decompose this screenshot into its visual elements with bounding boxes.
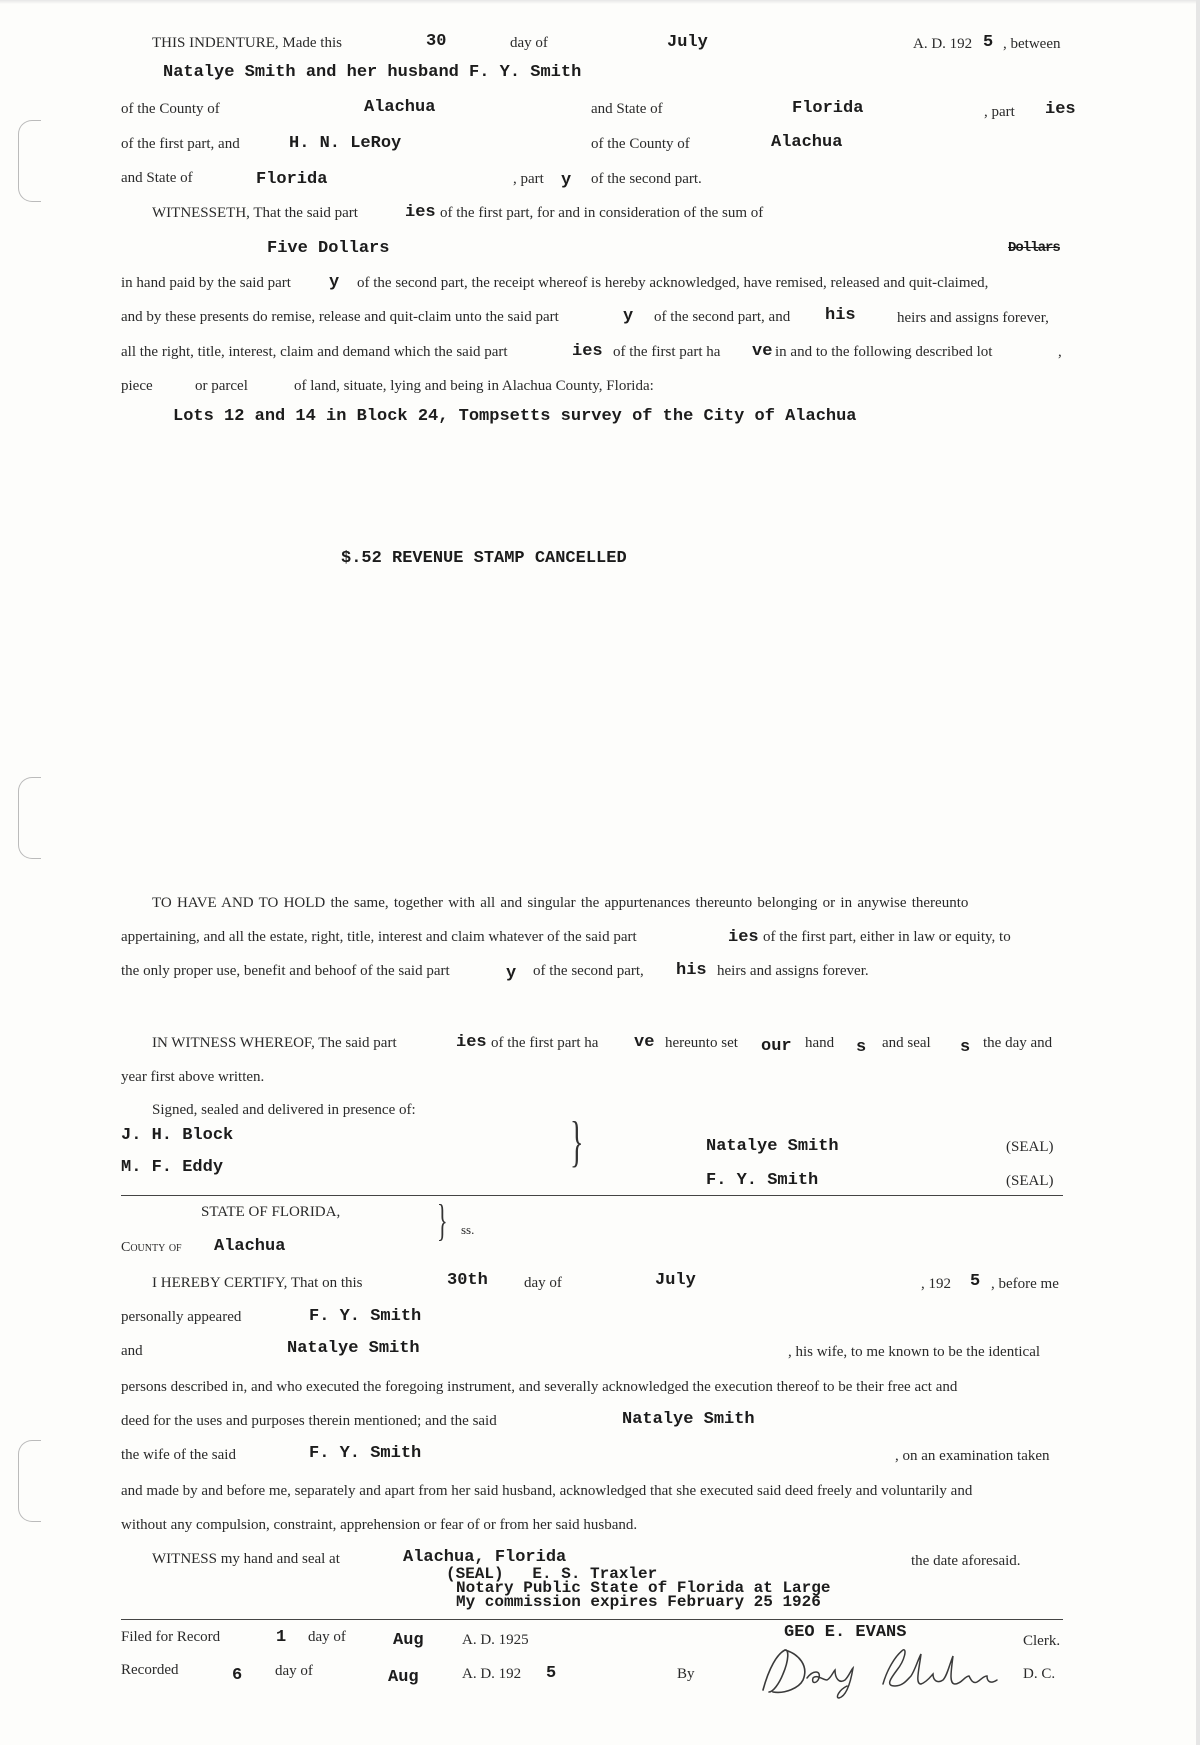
recorded-day-of: day of bbox=[275, 1663, 313, 1679]
deputy-clerk-signature bbox=[755, 1640, 1015, 1700]
ack-place: Alachua, Florida bbox=[403, 1548, 567, 1567]
witness-whereof-s3: our bbox=[761, 1037, 792, 1056]
first-part-label: of the first part, and bbox=[121, 136, 240, 152]
grantee-name: H. N. LeRoy bbox=[289, 134, 402, 153]
part-suffix: ies bbox=[1045, 100, 1076, 119]
grantee-state: Florida bbox=[256, 170, 328, 189]
recorded-label: Recorded bbox=[121, 1662, 179, 1678]
ad-label: A. D. 192 bbox=[913, 36, 973, 52]
body-line2-suffix: y bbox=[623, 307, 634, 326]
before-me: , before me bbox=[991, 1276, 1059, 1292]
witnesseth-suffix: ies bbox=[405, 203, 436, 222]
habendum-line3-b: of the second part, bbox=[533, 963, 644, 979]
witness-whereof-l2: year first above written. bbox=[121, 1069, 265, 1085]
recorded-day: 6 bbox=[232, 1666, 243, 1685]
body-line2-his: his bbox=[825, 306, 856, 325]
indenture-text: THIS INDENTURE, Made this bbox=[152, 35, 342, 51]
witness-whereof-s1: ies bbox=[456, 1033, 487, 1052]
body-line4-piece: piece bbox=[121, 378, 153, 394]
witnesseth-text-b: of the first part, for and in consideration of the sum of bbox=[440, 205, 764, 221]
habendum-line3-suffix: y bbox=[506, 964, 517, 983]
body-line2-b: of the second part, and bbox=[654, 309, 791, 325]
part-suffix-2: y bbox=[561, 171, 572, 190]
signature-divider bbox=[121, 1195, 1063, 1196]
ack-day-of: day of bbox=[524, 1275, 562, 1291]
body-line3-c: in and to the following described lot bbox=[775, 344, 993, 360]
of-county-label: of the County of bbox=[121, 101, 220, 117]
binder-hole-3 bbox=[18, 1440, 41, 1522]
witness-2: M. F. Eddy bbox=[121, 1158, 224, 1177]
binder-hole-2 bbox=[18, 777, 41, 859]
and-state-label-2: and State of bbox=[121, 170, 193, 186]
ack-day: 30th bbox=[447, 1271, 488, 1290]
ack-year-digit: 5 bbox=[970, 1272, 981, 1291]
body-line3-comma: , bbox=[1058, 344, 1062, 360]
indenture-year-digit: 5 bbox=[983, 33, 994, 52]
ack-county: Alachua bbox=[214, 1237, 286, 1256]
witness-whereof-a: IN WITNESS WHEREOF, The said part bbox=[152, 1035, 397, 1051]
body-line2-c: heirs and assigns forever, bbox=[897, 310, 1049, 326]
habendum-line1: TO HAVE AND TO HOLD the same, together with all and singular the appurtenances thereunto belonging or in anywise thereunto bbox=[152, 895, 969, 911]
examination-taken: , on an examination taken bbox=[895, 1448, 1050, 1464]
binder-hole-1 bbox=[18, 120, 41, 202]
filed-day: 1 bbox=[276, 1628, 287, 1647]
ss-label: ss. bbox=[461, 1222, 475, 1237]
body-line4-c: of land, situate, lying and being in Alachua County, Florida: bbox=[294, 378, 654, 394]
witness-whereof-d: hand bbox=[805, 1035, 835, 1051]
signer-2: F. Y. Smith bbox=[706, 1171, 819, 1190]
part-label: , part bbox=[984, 104, 1015, 120]
filed-day-of: day of bbox=[308, 1629, 346, 1645]
filed-month: Aug bbox=[393, 1631, 424, 1650]
revenue-stamp-note: $.52 REVENUE STAMP CANCELLED bbox=[341, 549, 627, 568]
filed-for-record: Filed for Record bbox=[121, 1629, 221, 1645]
witness-whereof-c: hereunto set bbox=[665, 1035, 738, 1051]
ack-husband: F. Y. Smith bbox=[309, 1444, 422, 1463]
indenture-month: July bbox=[667, 33, 708, 52]
body-line2-a: and by these presents do remise, release and quit-claim unto the said part bbox=[121, 309, 559, 325]
legal-description: Lots 12 and 14 in Block 24, Tompsetts survey of the City of Alachua bbox=[173, 407, 857, 426]
habendum-line3-his: his bbox=[676, 961, 707, 980]
clerk-label: Clerk. bbox=[1023, 1633, 1061, 1649]
grantor-state: Florida bbox=[792, 99, 864, 118]
body-line3-suffix: ies bbox=[572, 342, 603, 361]
grantee-county: Alachua bbox=[771, 133, 843, 152]
ack-person-2: Natalye Smith bbox=[287, 1339, 420, 1358]
witness-whereof-f: the day and bbox=[983, 1035, 1053, 1051]
made-by-before: and made by and before me, separately and apart from her said husband, acknowledged that she executed said deed freely and voluntarily and bbox=[121, 1483, 973, 1499]
deputy-clerk-label: D. C. bbox=[1023, 1666, 1056, 1682]
ack-year-prefix: , 192 bbox=[921, 1276, 951, 1292]
body-line1-b: of the second part, the receipt whereof is hereby acknowledged, have remised, released and quit-claimed, bbox=[357, 275, 989, 291]
county-of-label: County of bbox=[121, 1240, 182, 1255]
body-line3-a: all the right, title, interest, claim and demand which the said part bbox=[121, 344, 508, 360]
habendum-line3-a: the only proper use, benefit and behoof of the said part bbox=[121, 963, 450, 979]
notary-title: Notary Public State of Florida at Large bbox=[456, 1579, 831, 1597]
venue-brace: } bbox=[437, 1196, 448, 1245]
body-line4-parcel: or parcel bbox=[195, 378, 248, 394]
date-aforesaid: the date aforesaid. bbox=[911, 1553, 1021, 1569]
second-part-label: of the second part. bbox=[591, 171, 702, 187]
witness-whereof-b: of the first part ha bbox=[491, 1035, 599, 1051]
without-compulsion: without any compulsion, constraint, apprehension or fear of or from her said husband. bbox=[121, 1517, 638, 1533]
recorded-year-digit: 5 bbox=[546, 1664, 557, 1683]
deed-for-uses: deed for the uses and purposes therein mentioned; and the said bbox=[121, 1413, 497, 1429]
seal-2: (SEAL) bbox=[1006, 1173, 1054, 1189]
body-line3-ve: ve bbox=[752, 342, 773, 361]
ack-person-1: F. Y. Smith bbox=[309, 1307, 422, 1326]
by-label: By bbox=[677, 1666, 695, 1682]
personally-appeared: personally appeared bbox=[121, 1309, 242, 1325]
body-line1-suffix: y bbox=[329, 273, 340, 292]
habendum-line2-a: appertaining, and all the estate, right, title, interest and claim whatever of the said part bbox=[121, 929, 637, 945]
notary-commission: My commission expires February 25 1926 bbox=[456, 1593, 821, 1611]
between-label: , between bbox=[1003, 36, 1061, 52]
and-label: and bbox=[121, 1343, 143, 1359]
witnesseth-text-a: WITNESSETH, That the said part bbox=[152, 205, 358, 221]
filed-ad: A. D. 1925 bbox=[462, 1632, 529, 1648]
signed-sealed-label: Signed, sealed and delivered in presence of: bbox=[152, 1102, 416, 1118]
recorded-month: Aug bbox=[388, 1668, 419, 1687]
grantor-county: Alachua bbox=[364, 98, 436, 117]
habendum-line2-suffix: ies bbox=[728, 928, 759, 947]
witness-hand-seal: WITNESS my hand and seal at bbox=[152, 1551, 340, 1567]
seal-1: (SEAL) bbox=[1006, 1139, 1054, 1155]
habendum-line3-c: heirs and assigns forever. bbox=[717, 963, 869, 979]
recorded-ad: A. D. 192 bbox=[462, 1666, 522, 1682]
state-of-florida: STATE OF FLORIDA, bbox=[201, 1204, 341, 1220]
witness-whereof-e: and seal bbox=[882, 1035, 931, 1051]
notary-seal-name: (SEAL) E. S. Traxler bbox=[446, 1565, 658, 1583]
hereby-certify: I HEREBY CERTIFY, That on this bbox=[152, 1275, 363, 1291]
witness-1: J. H. Block bbox=[121, 1126, 234, 1145]
clerk-name: GEO E. EVANS bbox=[784, 1623, 907, 1642]
and-state-label: and State of bbox=[591, 101, 663, 117]
indenture-day: 30 bbox=[426, 32, 447, 51]
signature-brace: } bbox=[570, 1111, 584, 1173]
consideration-amount: Five Dollars bbox=[267, 239, 390, 258]
ack-month: July bbox=[655, 1271, 696, 1290]
wife-of-said: the wife of the said bbox=[121, 1447, 236, 1463]
his-wife-text: , his wife, to me known to be the identical bbox=[788, 1344, 1041, 1360]
filing-divider bbox=[121, 1619, 1063, 1620]
witness-whereof-s5: s bbox=[960, 1038, 971, 1057]
habendum-line2-b: of the first part, either in law or equity, to bbox=[763, 929, 1011, 945]
page-top-edge bbox=[0, 0, 1200, 4]
witness-whereof-s4: s bbox=[856, 1038, 867, 1057]
ack-wife-name: Natalye Smith bbox=[622, 1410, 755, 1429]
part-label-2: , part bbox=[513, 171, 544, 187]
grantors: Natalye Smith and her husband F. Y. Smith bbox=[163, 63, 582, 82]
body-line1-a: in hand paid by the said part bbox=[121, 275, 291, 291]
persons-described: persons described in, and who executed the foregoing instrument, and severally acknowledged the execution thereof to be their free act and bbox=[121, 1379, 958, 1395]
day-of-label: day of bbox=[510, 35, 548, 51]
of-county-label-2: of the County of bbox=[591, 136, 690, 152]
signer-1: Natalye Smith bbox=[706, 1137, 839, 1156]
body-line3-b: of the first part ha bbox=[613, 344, 721, 360]
struck-dollars: Dollars bbox=[1008, 240, 1060, 256]
page-right-edge bbox=[1196, 0, 1200, 1745]
witness-whereof-s2: ve bbox=[634, 1033, 655, 1052]
